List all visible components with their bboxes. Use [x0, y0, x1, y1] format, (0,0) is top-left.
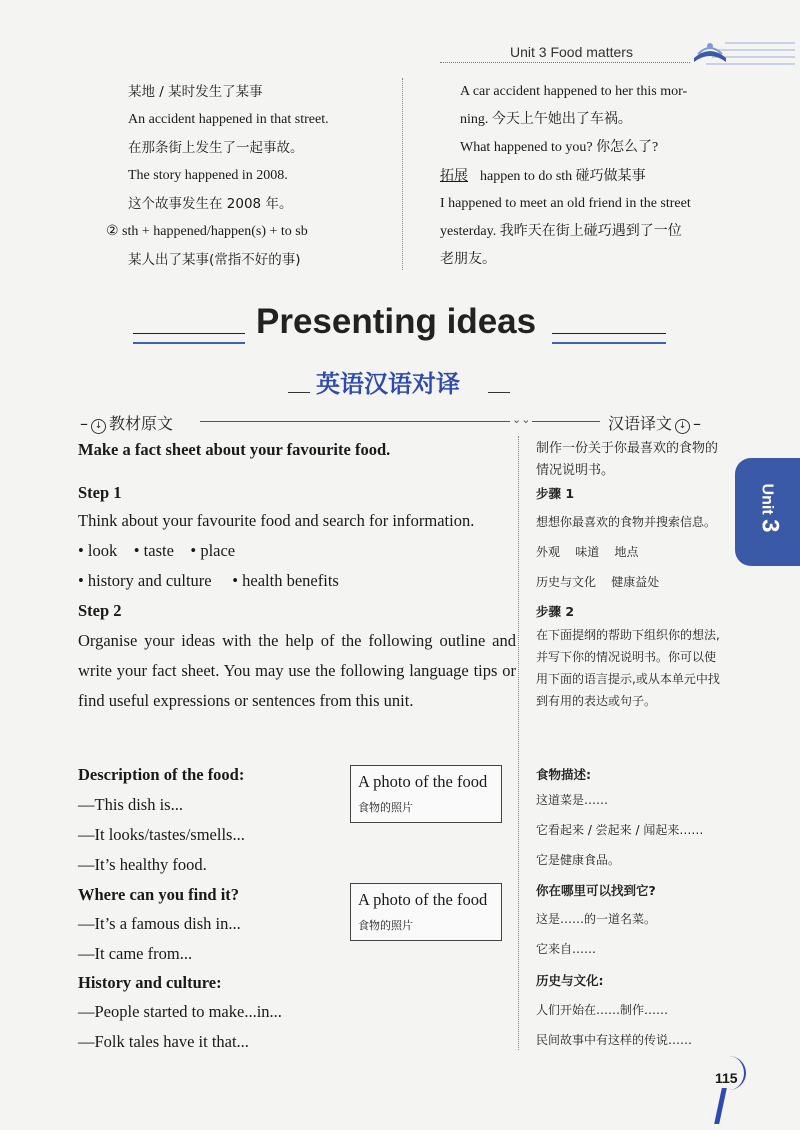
zh-task: 制作一份关于你最喜欢的食物的情况说明书。 — [536, 441, 719, 478]
zh-tip-line: 它是健康食品。 — [536, 853, 621, 867]
arrow-down-icon: ↓ — [91, 419, 106, 434]
tip-line: —This dish is... — [78, 795, 183, 814]
rule-ornament-icon: ⌄⌄ — [512, 414, 531, 426]
col-head-translation: 汉语译文 ↓ – — [608, 414, 702, 433]
step2-text: Organise your ideas with the help of the following outline and write your fact sheet. You may use the following language tips or find useful expressions or sentences from this unit. — [78, 631, 516, 710]
tip-line: —It’s healthy food. — [78, 855, 207, 874]
zh-step1-text: 想想你最喜欢的食物并搜索信息。 — [536, 515, 717, 529]
note-line: 老朋友。 — [440, 252, 496, 267]
header-rule — [532, 421, 600, 422]
col-head-original: – ↓ 教材原文 — [80, 414, 174, 433]
title-rule — [552, 342, 666, 344]
note-line: A car accident happened to her this mor- — [460, 84, 688, 99]
bullet-row — [78, 541, 235, 561]
zh-tip-line: 它看起来 / 尝起来 / 闻起来…… — [536, 823, 704, 837]
bullet-item: • health benefits — [232, 571, 339, 590]
history-heading: History and culture: — [78, 973, 222, 992]
page-number-stroke — [714, 1088, 727, 1124]
photo-caption-zh: 食物的照片 — [358, 801, 413, 814]
tip-line: —People started to make...in... — [78, 1002, 282, 1021]
extend-note — [440, 164, 646, 189]
note-line: What happened to you? 你怎么了? — [460, 140, 659, 155]
zh-tip-line: 它来自…… — [536, 942, 597, 956]
note-line: yesterday. 我昨天在街上碰巧遇到了一位 — [440, 224, 682, 239]
extend-text: happen to do sth 碰巧做某事 — [480, 169, 646, 184]
zh-tip-line: 这是……的一道名菜。 — [536, 912, 657, 926]
zh-row: 外观 味道 地点 — [536, 545, 639, 559]
photo-caption-en: A photo of the food — [358, 890, 488, 909]
zh-step2-text: 在下面提纲的帮助下组织你的想法,并写下你的情况说明书。你可以使用下面的语言提示,或从本单元中找到有用的表达或句子。 — [536, 628, 720, 708]
header-ornament-line — [725, 42, 795, 44]
step2-heading: Step 2 — [78, 601, 122, 620]
column-divider — [518, 436, 519, 1050]
extend-tag: 拓展 — [440, 168, 468, 184]
running-header: Unit 3 Food matters — [510, 44, 633, 60]
note-line: 在那条街上发生了一起事故。 — [128, 140, 304, 156]
title-rule — [288, 392, 310, 393]
note-line: ② sth + happened/happen(s) + to sb — [106, 224, 308, 239]
tip-line: —It’s a famous dish in... — [78, 914, 241, 933]
bullet-item: • look — [78, 541, 117, 560]
bullet-item: • history and culture — [78, 571, 212, 590]
zh-tip-line: 民间故事中有这样的传说…… — [536, 1033, 693, 1047]
zh-tip-line: 人们开始在……制作…… — [536, 1003, 669, 1017]
translation-title: 英语汉语对译 — [316, 370, 460, 398]
column-divider — [402, 78, 403, 270]
note-line: 某人出了某事(常指不好的事) — [128, 252, 301, 268]
photo-placeholder-box — [350, 883, 502, 941]
zh-tip-line: 这道菜是…… — [536, 793, 609, 807]
desc-heading: Description of the food: — [78, 765, 245, 784]
arrow-down-icon: ↓ — [675, 419, 690, 434]
zh-where-heading: 你在哪里可以找到它? — [536, 883, 656, 898]
unit-side-tab — [735, 458, 800, 566]
note-line: 某地 / 某时发生了某事 — [128, 84, 263, 100]
note-line: An accident happened in that street. — [128, 112, 329, 127]
header-divider — [440, 62, 690, 63]
zh-step1: 步骤 1 — [536, 486, 575, 501]
book-logo-icon — [690, 36, 730, 66]
header-rule — [200, 421, 510, 422]
photo-caption-en: A photo of the food — [358, 772, 488, 791]
zh-row: 历史与文化 健康益处 — [536, 575, 660, 589]
note-line: The story happened in 2008. — [128, 168, 288, 183]
where-heading: Where can you find it? — [78, 885, 240, 904]
section-title: Presenting ideas — [256, 302, 537, 341]
bullet-row — [78, 571, 339, 591]
zh-step2: 步骤 2 — [536, 604, 575, 619]
step1-heading: Step 1 — [78, 483, 122, 502]
task-title: Make a fact sheet about your favourite food. — [78, 440, 391, 459]
bullet-item: • place — [190, 541, 235, 560]
tip-line: —Folk tales have it that... — [78, 1032, 249, 1051]
title-rule — [133, 333, 245, 334]
page-number: 115 — [715, 1070, 738, 1086]
note-line: I happened to meet an old friend in the street — [440, 196, 691, 211]
zh-desc-heading: 食物描述: — [536, 767, 591, 782]
bullet-item: • taste — [134, 541, 174, 560]
unit-side-label: Unit 3 — [756, 483, 784, 533]
note-line: 这个故事发生在 2008 年。 — [128, 196, 293, 212]
title-rule — [488, 392, 510, 393]
step1-text: Think about your favourite food and search for information. — [78, 511, 475, 530]
photo-caption-zh: 食物的照片 — [358, 919, 413, 932]
tip-line: —It looks/tastes/smells... — [78, 825, 245, 844]
title-rule — [133, 342, 245, 344]
note-line: ning. 今天上午她出了车祸。 — [460, 112, 632, 127]
photo-placeholder-box — [350, 765, 502, 823]
zh-history-heading: 历史与文化: — [536, 973, 604, 988]
tip-line: —It came from... — [78, 944, 193, 963]
title-rule — [552, 333, 666, 334]
